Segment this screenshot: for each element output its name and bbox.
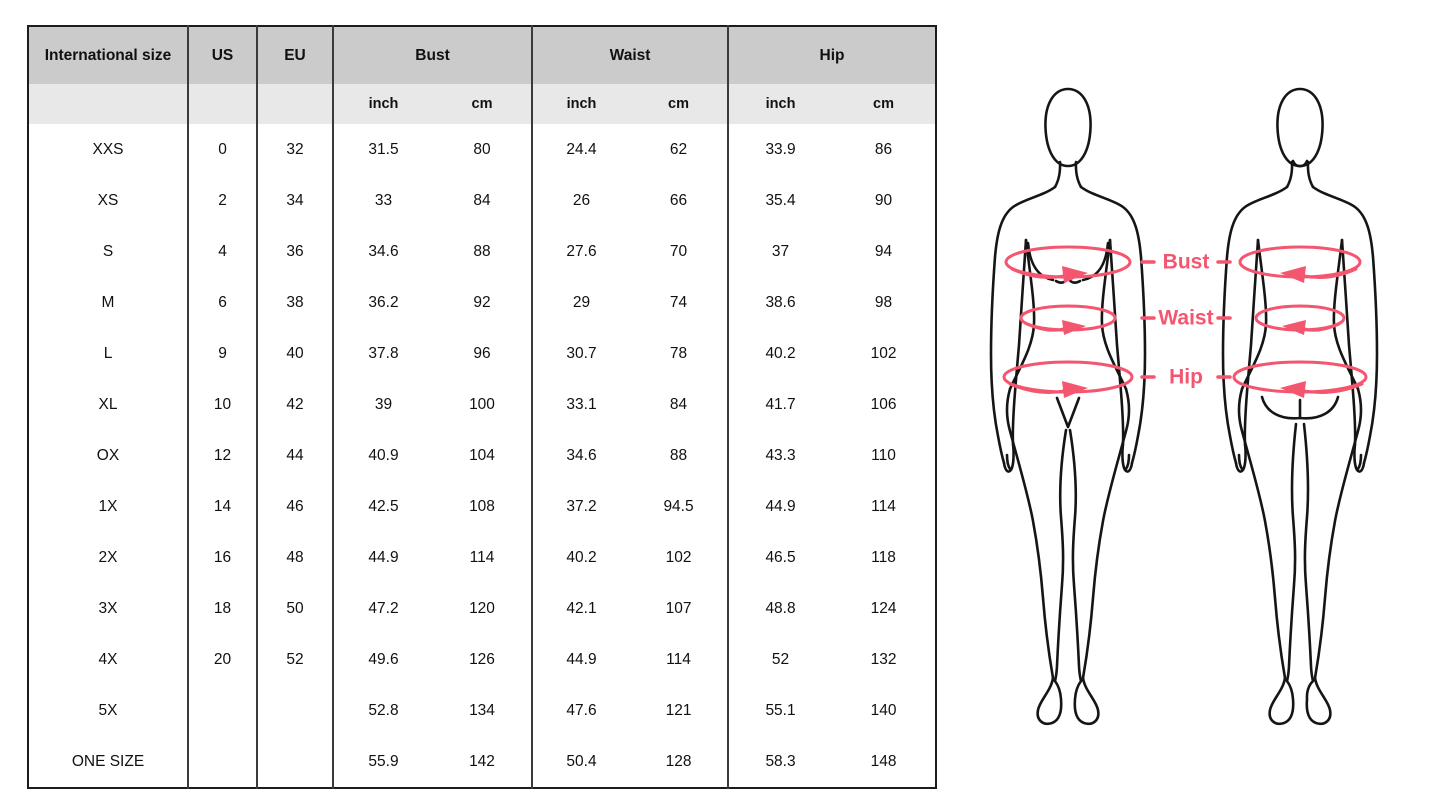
cell-hip-cm: 86 <box>874 140 893 158</box>
cell-size: XS <box>97 191 119 209</box>
cell-bust-inch: 55.9 <box>333 736 433 788</box>
cell-bust-inch: 40.9 <box>333 430 433 481</box>
cell-bust-inch: 36.2 <box>333 277 433 328</box>
cell-waist-cm: 107 <box>665 599 692 617</box>
cell-hip-inch: 38.6 <box>728 277 832 328</box>
cell-hip-inch: 44.9 <box>728 481 832 532</box>
cell-size: 2X <box>98 548 118 566</box>
cell-us <box>188 736 257 788</box>
cell-size: 1X <box>98 497 118 515</box>
figure-head-outline <box>1045 89 1090 166</box>
cell-waist-cm: 70 <box>669 242 688 260</box>
cell-bust-inch: 31.5 <box>333 124 433 175</box>
cell-hip-cm: 140 <box>870 701 897 719</box>
cell-waist-inch: 33.1 <box>532 379 630 430</box>
cell-size: M <box>101 293 115 311</box>
cell-hip-cm: 102 <box>870 344 897 362</box>
measurement-labels <box>1142 251 1230 389</box>
cell-size: L <box>103 344 113 362</box>
cell-bust-inch: 47.2 <box>333 583 433 634</box>
cell-eu <box>257 736 333 788</box>
cell-waist-inch: 37.2 <box>532 481 630 532</box>
cell-bust-cm: 100 <box>469 395 495 413</box>
cell-bust-cm: 108 <box>469 497 495 515</box>
header-waist: Waist <box>532 26 728 84</box>
cell-eu: 44 <box>257 430 333 481</box>
cell-size: 4X <box>98 650 118 668</box>
cell-eu: 42 <box>257 379 333 430</box>
cell-bust-cm: 134 <box>469 701 495 719</box>
cell-hip-cm: 90 <box>874 191 893 209</box>
cell-us: 14 <box>188 481 257 532</box>
back-hip-band <box>1234 362 1366 398</box>
cell-waist-cm: 114 <box>666 650 691 668</box>
cell-hip-cm: 148 <box>870 752 897 770</box>
arrow-right-icon <box>1062 320 1086 335</box>
cell-eu: 40 <box>257 328 333 379</box>
cell-waist-inch: 47.6 <box>532 685 630 736</box>
cell-waist-inch: 50.4 <box>532 736 630 788</box>
cell-waist-cm: 84 <box>669 395 688 413</box>
cell-bust-cm: 92 <box>473 293 491 311</box>
cell-size: ONE SIZE <box>71 752 145 770</box>
cell-eu: 36 <box>257 226 333 277</box>
table-row <box>28 634 936 685</box>
cell-size: XXS <box>92 140 124 158</box>
table-row <box>28 532 936 583</box>
cell-waist-inch: 40.2 <box>532 532 630 583</box>
table-row <box>28 583 936 634</box>
table-row <box>28 379 936 430</box>
cell-us: 4 <box>188 226 257 277</box>
cell-waist-cm: 88 <box>669 446 688 464</box>
cell-bust-cm: 84 <box>473 191 491 209</box>
cell-hip-inch: 33.9 <box>728 124 832 175</box>
cell-eu: 48 <box>257 532 333 583</box>
cell-hip-cm: 106 <box>870 395 897 413</box>
cell-hip-cm: 98 <box>874 293 893 311</box>
cell-bust-inch: 34.6 <box>333 226 433 277</box>
cell-waist-cm: 94.5 <box>663 497 694 515</box>
cell-bust-inch: 33 <box>333 175 433 226</box>
hip-label: Hip <box>1169 365 1203 389</box>
cell-waist-cm: 78 <box>669 344 688 362</box>
cell-bust-cm: 88 <box>473 242 491 260</box>
back-bust-band <box>1240 247 1360 283</box>
cell-us: 20 <box>188 634 257 685</box>
cell-hip-inch: 55.1 <box>728 685 832 736</box>
header-blank <box>188 84 257 124</box>
cell-eu <box>257 685 333 736</box>
table-row <box>28 175 936 226</box>
table-row <box>28 430 936 481</box>
cell-waist-inch: 30.7 <box>532 328 630 379</box>
cell-hip-cm: 110 <box>871 446 896 464</box>
cell-bust-cm: 104 <box>469 446 495 464</box>
cell-waist-cm: 74 <box>669 293 688 311</box>
size-chart-table <box>27 25 937 789</box>
header-bust: Bust <box>333 26 532 84</box>
size-chart-panel <box>27 25 937 789</box>
cell-eu: 46 <box>257 481 333 532</box>
header-international-size: International size <box>28 26 188 84</box>
header-blank <box>28 84 188 124</box>
cell-waist-cm: 102 <box>665 548 692 566</box>
cell-size: 3X <box>98 599 118 617</box>
cell-hip-inch: 40.2 <box>728 328 832 379</box>
header-bust-inch: inch <box>333 84 433 124</box>
header-blank <box>257 84 333 124</box>
header-eu: EU <box>257 26 333 84</box>
cell-size: 5X <box>98 701 118 719</box>
cell-bust-inch: 37.8 <box>333 328 433 379</box>
cell-waist-inch: 29 <box>532 277 630 328</box>
cell-bust-inch: 49.6 <box>333 634 433 685</box>
cell-us <box>188 685 257 736</box>
size-chart-body <box>28 124 936 788</box>
header-hip-inch: inch <box>728 84 832 124</box>
table-row <box>28 736 936 788</box>
cell-hip-cm: 118 <box>871 548 896 566</box>
cell-hip-cm: 124 <box>870 599 897 617</box>
arrow-right-icon <box>1062 381 1088 398</box>
cell-waist-cm: 62 <box>669 140 688 158</box>
cell-hip-inch: 35.4 <box>728 175 832 226</box>
cell-bust-cm: 126 <box>469 650 495 668</box>
table-row <box>28 277 936 328</box>
cell-bust-inch: 44.9 <box>333 532 433 583</box>
front-hip-band <box>1004 362 1132 398</box>
header-row-groups <box>28 26 936 84</box>
cell-bust-cm: 114 <box>469 548 495 566</box>
cell-us: 9 <box>188 328 257 379</box>
female-figure-front <box>991 89 1145 724</box>
cell-size: XL <box>98 395 118 413</box>
arrow-left-icon <box>1280 266 1306 283</box>
cell-waist-cm: 128 <box>665 752 692 770</box>
buttocks-outline <box>1300 397 1338 418</box>
cell-eu: 38 <box>257 277 333 328</box>
header-waist-cm: cm <box>630 84 728 124</box>
table-row <box>28 685 936 736</box>
header-hip-cm: cm <box>832 84 936 124</box>
cell-hip-cm: 114 <box>871 497 896 515</box>
cell-eu: 52 <box>257 634 333 685</box>
cell-us: 6 <box>188 277 257 328</box>
cell-hip-inch: 58.3 <box>728 736 832 788</box>
cell-waist-inch: 26 <box>532 175 630 226</box>
cell-hip-inch: 52 <box>728 634 832 685</box>
cell-us: 16 <box>188 532 257 583</box>
cell-hip-inch: 41.7 <box>728 379 832 430</box>
cell-bust-cm: 80 <box>473 140 491 158</box>
arrow-left-icon <box>1280 381 1306 398</box>
cell-bust-inch: 42.5 <box>333 481 433 532</box>
cell-bust-inch: 39 <box>333 379 433 430</box>
header-us: US <box>188 26 257 84</box>
cell-waist-inch: 44.9 <box>532 634 630 685</box>
cell-eu: 32 <box>257 124 333 175</box>
cell-bust-cm: 142 <box>469 752 495 770</box>
cell-waist-cm: 66 <box>669 191 688 209</box>
cell-size: OX <box>96 446 120 464</box>
cell-hip-cm: 94 <box>874 242 893 260</box>
cell-bust-inch: 52.8 <box>333 685 433 736</box>
female-figure-back <box>1223 89 1377 724</box>
buttocks-outline <box>1262 397 1300 418</box>
cell-waist-cm: 121 <box>665 701 692 719</box>
table-row <box>28 328 936 379</box>
header-row-units <box>28 84 936 124</box>
cell-us: 2 <box>188 175 257 226</box>
header-bust-cm: cm <box>433 84 532 124</box>
cell-hip-inch: 46.5 <box>728 532 832 583</box>
cell-bust-cm: 120 <box>469 599 495 617</box>
cell-hip-cm: 132 <box>870 650 897 668</box>
cell-size: S <box>102 242 114 260</box>
cell-hip-inch: 37 <box>728 226 832 277</box>
table-row <box>28 481 936 532</box>
cell-us: 10 <box>188 379 257 430</box>
cell-eu: 50 <box>257 583 333 634</box>
cell-us: 18 <box>188 583 257 634</box>
cell-hip-inch: 43.3 <box>728 430 832 481</box>
cell-us: 0 <box>188 124 257 175</box>
cell-us: 12 <box>188 430 257 481</box>
arrow-left-icon <box>1282 320 1306 335</box>
table-row <box>28 124 936 175</box>
header-waist-inch: inch <box>532 84 630 124</box>
figure-head-outline <box>1277 89 1322 166</box>
cell-eu: 34 <box>257 175 333 226</box>
table-row <box>28 226 936 277</box>
waist-label: Waist <box>1158 306 1214 330</box>
bust-label: Bust <box>1162 250 1210 274</box>
measurement-diagram-panel <box>950 0 1445 795</box>
cell-waist-inch: 27.6 <box>532 226 630 277</box>
cell-waist-inch: 42.1 <box>532 583 630 634</box>
cell-waist-inch: 34.6 <box>532 430 630 481</box>
back-waist-band <box>1256 306 1344 335</box>
measurement-diagram <box>950 0 1445 790</box>
cell-bust-cm: 96 <box>473 344 491 362</box>
cell-waist-inch: 24.4 <box>532 124 630 175</box>
cell-hip-inch: 48.8 <box>728 583 832 634</box>
header-hip: Hip <box>728 26 936 84</box>
